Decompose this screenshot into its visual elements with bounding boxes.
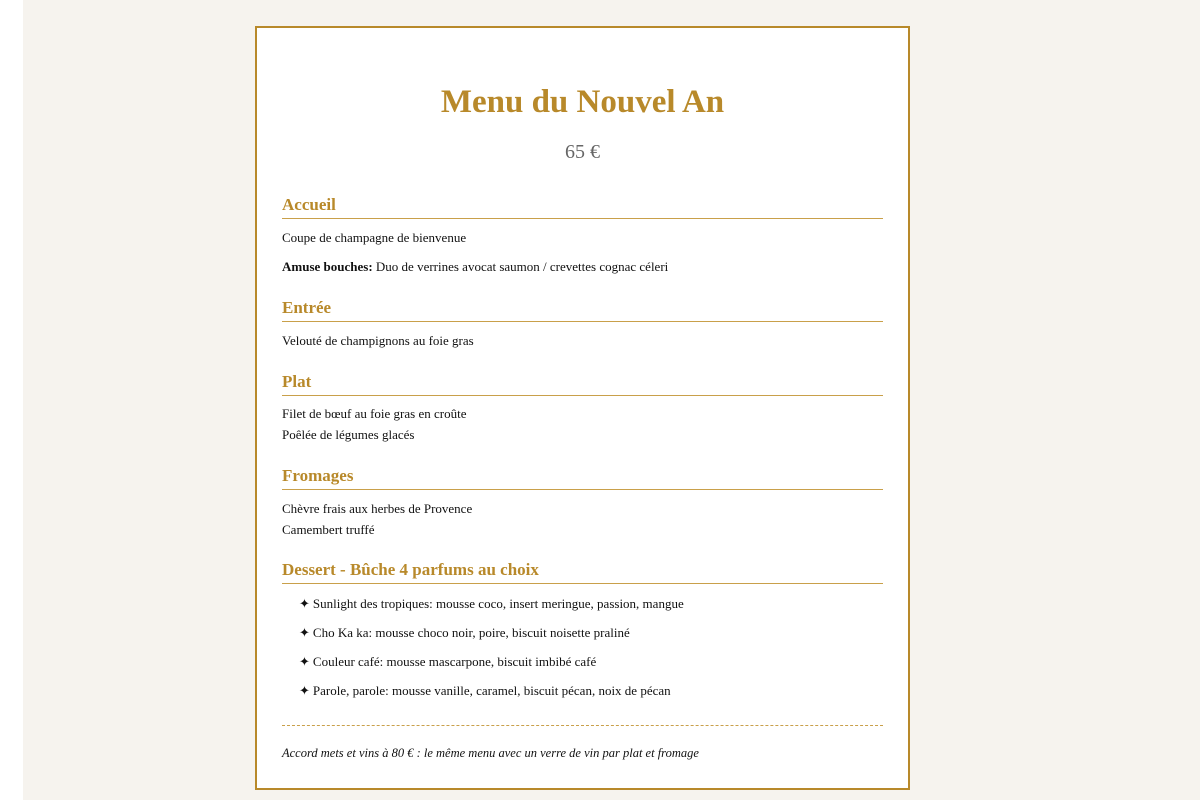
accueil-line-1: Coupe de champagne de bienvenue [282, 230, 467, 245]
star-bullet-icon: ✦ [299, 683, 310, 698]
dessert-item [282, 683, 671, 699]
dessert-item-text: Parole, parole: mousse vanille, caramel, biscuit pécan, noix de pécan [312, 683, 671, 698]
dessert-item [282, 596, 684, 612]
plat-line-1: Filet de bœuf au foie gras en croûte [282, 406, 467, 421]
fromages-line-1: Chèvre frais aux herbes de Provence [282, 501, 473, 516]
section-dessert [282, 559, 883, 584]
accueil-amuse-bouches [282, 259, 883, 275]
star-bullet-icon: ✦ [299, 654, 310, 669]
wine-pairing-note: Accord mets et vins à 80 € : le même menu avec un verre de vin par plat et fromage [282, 746, 699, 760]
section-fromages [282, 465, 883, 490]
section-accueil [282, 194, 883, 219]
fromages-line-2: Camembert truffé [282, 522, 375, 537]
section-entree [282, 297, 883, 322]
dessert-list [282, 596, 883, 716]
dessert-item-text: Couleur café: mousse mascarpone, biscuit imbibé café [312, 654, 597, 669]
plat-line-2: Poêlée de légumes glacés [282, 427, 415, 442]
dessert-item [282, 625, 630, 641]
section-title-fromages: Fromages [282, 465, 883, 490]
dessert-item-text: Sunlight des tropiques: mousse coco, insert meringue, passion, mangue [312, 596, 684, 611]
menu-card [255, 26, 910, 790]
menu-price: 65 € [565, 141, 600, 163]
star-bullet-icon: ✦ [299, 596, 310, 611]
section-title-dessert: Dessert - Bûche 4 parfums au choix [282, 559, 883, 584]
amuse-bouches-label: Amuse bouches: [282, 259, 373, 274]
star-bullet-icon: ✦ [299, 625, 310, 640]
dessert-item-text: Cho Ka ka: mousse choco noir, poire, biscuit noisette praliné [312, 625, 630, 640]
section-title-entree: Entrée [282, 297, 883, 322]
section-plat [282, 371, 883, 396]
menu-title: Menu du Nouvel An [440, 84, 725, 120]
entree-line-1: Velouté de champignons au foie gras [282, 333, 474, 348]
footer-divider [282, 725, 883, 726]
amuse-bouches-text: Duo de verrines avocat saumon / crevettes cognac céleri [372, 259, 669, 274]
section-title-plat: Plat [282, 371, 883, 396]
dessert-item [282, 654, 596, 670]
section-title-accueil: Accueil [282, 194, 883, 219]
